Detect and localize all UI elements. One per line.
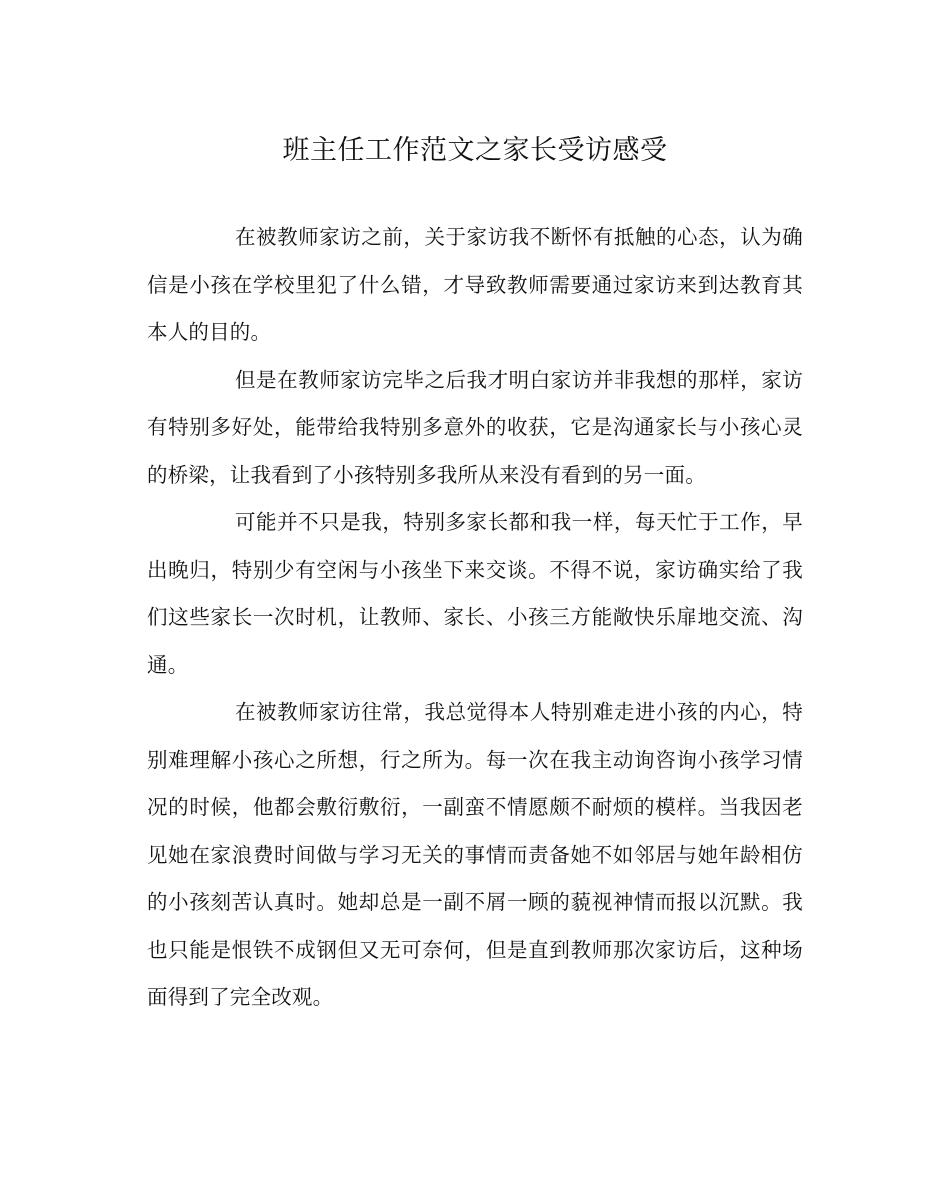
document-body — [147, 214, 803, 1022]
paragraph: 在被教师家访往常，我总觉得本人特别难走进小孩的内心，特别难理解小孩心之所想，行之所为。每一次在我主动询咨询小孩学习情况的时候，他都会敷衍敷衍，一副蛮不情愿颇不耐烦的模样。当我因老见她在家浪费时间做与学习无关的事情而责备她不如邻居与她年龄相仿的小孩刻苦认真时。她却总是一副不屑一顾的藐视神情而报以沉默。我也只能是恨铁不成钢但又无可奈何，但是直到教师那次家访后，这种场面得到了完全改观。 — [147, 700, 803, 1009]
paragraph: 但是在教师家访完毕之后我才明白家访并非我想的那样，家访有特别多好处，能带给我特别多意外的收获，它是沟通家长与小孩心灵的桥梁，让我看到了小孩特别多我所从来没有看到的另一面。 — [147, 367, 803, 487]
document-title: 班主任工作范文之家长受访感受 — [282, 135, 668, 166]
paragraph: 可能并不只是我，特别多家长都和我一样，每天忙于工作，早出晚归，特别少有空闲与小孩坐下来交谈。不得不说，家访确实给了我们这些家长一次时机，让教师、家长、小孩三方能敞快乐扉地交流、沟通。 — [147, 510, 803, 677]
paragraph: 在被教师家访之前，关于家访我不断怀有抵触的心态，认为确信是小孩在学校里犯了什么错，才导致教师需要通过家访来到达教育其本人的目的。 — [147, 225, 803, 344]
